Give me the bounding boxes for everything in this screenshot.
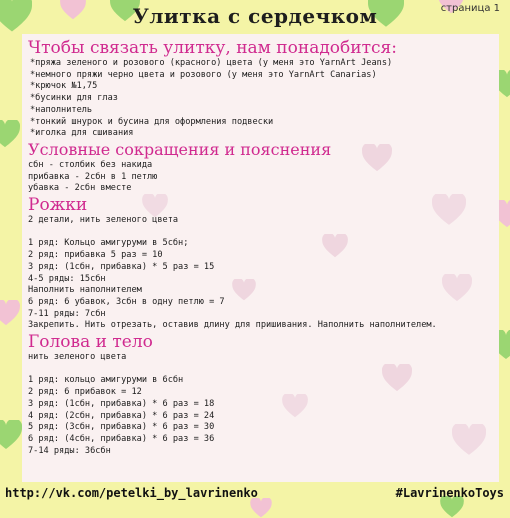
list-item: 2 детали, нить зеленого цвета <box>28 215 179 226</box>
list-item: 4-5 ряды: 15сбн <box>28 273 106 284</box>
list-item <box>28 364 493 376</box>
list-item: прибавка - 2сбн в 1 петлю <box>28 171 158 182</box>
horns-instructions <box>28 215 493 332</box>
list-item: сбн - столбик без накида <box>28 159 153 170</box>
list-item: *иголка для сшивания <box>30 128 134 139</box>
list-item: *бусинки для глаз <box>30 93 118 104</box>
head-heading: Голова и тело <box>28 332 153 353</box>
list-item: 7-14 ряды: 36сбн <box>28 445 111 456</box>
head-instructions <box>28 352 493 457</box>
list-item: 3 ряд: (1сбн, прибавка) * 6 раз = 18 <box>28 398 215 409</box>
list-item: 6 ряд: 6 убавок, 3сбн в одну петлю = 7 <box>28 296 225 307</box>
list-item: нить зеленого цвета <box>28 352 127 363</box>
list-item: *наполнитель <box>30 104 93 115</box>
pattern-content <box>22 34 499 482</box>
abbreviations-list <box>28 160 493 195</box>
hashtag: #LavrinenkoToys <box>395 486 504 500</box>
list-item: Наполнить наполнителем <box>28 285 142 296</box>
list-item: *пряжа зеленого и розового (красного) цвета (у меня это YarnArt Jeans) <box>30 58 393 68</box>
horns-heading: Рожки <box>28 195 88 216</box>
page-number: страница 1 <box>440 3 500 14</box>
list-item: 4 ряд: (2сбн, прибавка) * 6 раз = 24 <box>28 410 215 421</box>
materials-heading: Чтобы связать улитку, нам понадобится: <box>28 38 397 58</box>
list-item: 5 ряд: (3сбн, прибавка) * 6 раз = 30 <box>28 422 215 433</box>
list-item: *немного пряжи черно цвета и розового (у меня это YarnArt Canarias) <box>30 69 377 80</box>
list-item: 2 ряд: 6 прибавок = 12 <box>28 387 142 398</box>
content-panel <box>22 34 499 482</box>
list-item: 3 ряд: (1сбн, прибавка) * 5 раз = 15 <box>28 261 215 272</box>
page-title: Улитка с сердечком <box>132 4 378 28</box>
heart-icon <box>250 498 272 518</box>
heart-icon <box>0 300 20 326</box>
list-item: Закрепить. Нить отрезать, оставив длину для пришивания. Наполнить наполнителем. <box>28 320 437 331</box>
vk-link[interactable]: http://vk.com/petelki_by_lavrinenko <box>5 486 258 500</box>
list-item: *тонкий шнурок и бусина для оформления подвески <box>30 116 274 127</box>
list-item: 7-11 ряды: 7сбн <box>28 308 106 319</box>
heart-icon <box>0 420 22 450</box>
heart-icon <box>0 120 20 148</box>
list-item: 1 ряд: кольцо амигуруми в 6сбн <box>28 375 184 386</box>
list-item: *крючок №1,75 <box>30 81 98 92</box>
list-item: 1 ряд: Кольцо амигуруми в 5сбн; <box>28 238 189 249</box>
materials-list <box>28 58 493 140</box>
list-item: 6 ряд: (4сбн, прибавка) * 6 раз = 36 <box>28 433 215 444</box>
list-item <box>28 227 493 239</box>
abbreviations-heading: Условные сокращения и пояснения <box>28 139 332 159</box>
list-item: убавка - 2сбн вместе <box>28 183 132 194</box>
list-item: 2 ряд: прибавка 5 раз = 10 <box>28 250 163 261</box>
